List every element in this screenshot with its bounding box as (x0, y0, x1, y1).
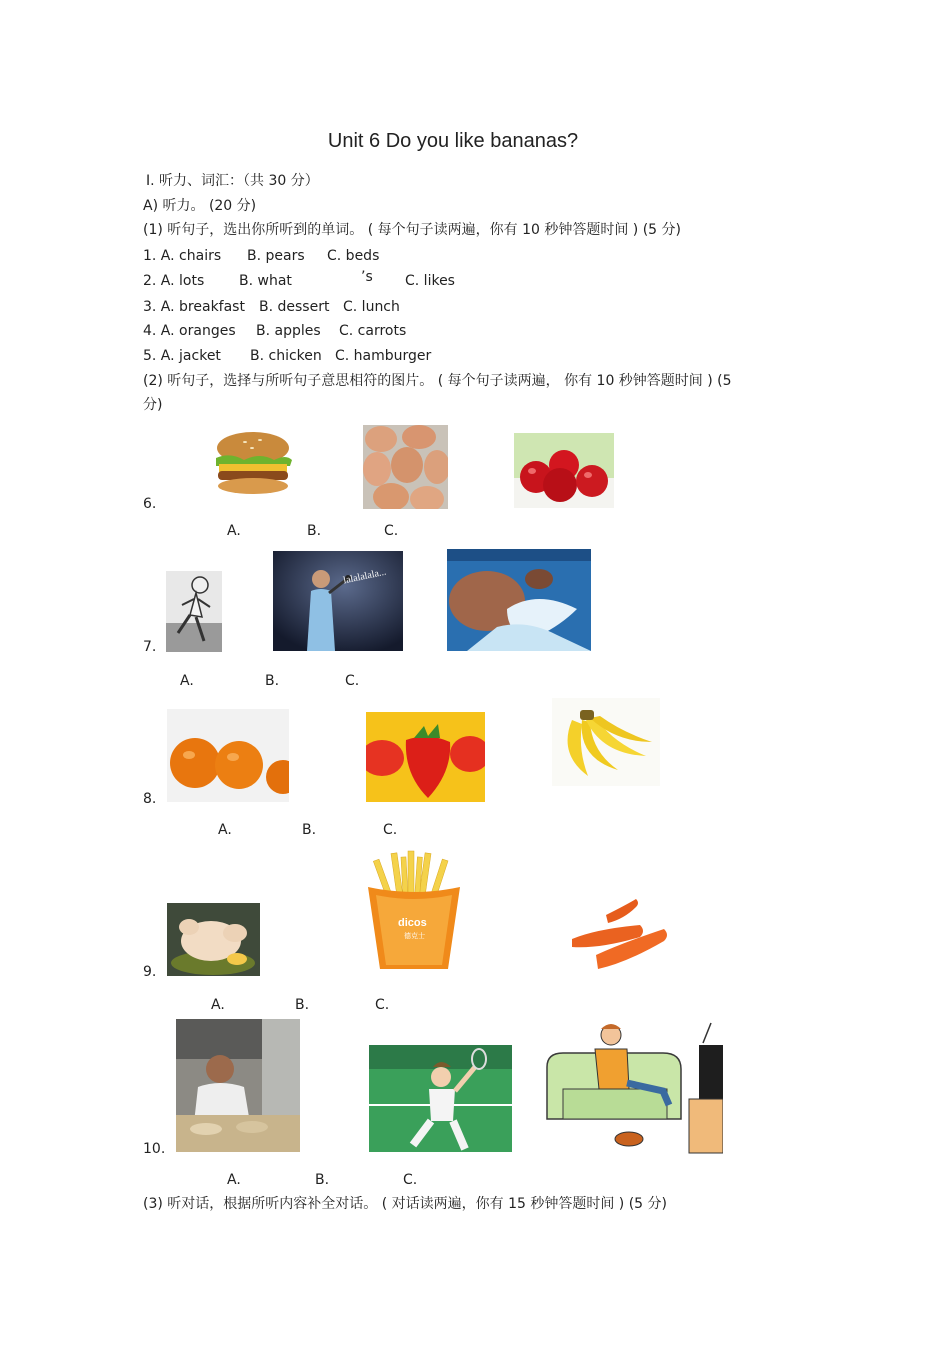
q1-item-5-b: B. chicken (250, 348, 322, 364)
running-cartoon-image (166, 571, 222, 652)
french-fries-image (362, 849, 466, 971)
q7-option-b: B. (265, 673, 280, 689)
singer-caption: lalalalala... (342, 566, 388, 587)
q10-number: 10. (143, 1141, 166, 1157)
q1-item-4-c: C. carrots (339, 323, 407, 339)
q1-item-2-b: B. what (239, 273, 292, 289)
section-heading: Ⅰ. 听力、词汇：（共 30 分） (146, 173, 319, 189)
q1-item-1-a: 1. A. chairs (143, 248, 222, 264)
q9-option-b: B. (295, 997, 310, 1013)
q1-item-2-c: C. likes (405, 273, 455, 289)
q1-item-2-a: 2. A. lots (143, 273, 205, 289)
part-a-heading: A) 听力。 (20 分) (143, 198, 257, 214)
carrots-image (566, 893, 672, 976)
q1-item-3-b: B. dessert (259, 299, 330, 315)
q6-option-a: A. (227, 523, 241, 539)
singer-image (273, 551, 403, 651)
strawberry-image (366, 712, 485, 802)
chicken-image (167, 903, 260, 976)
q8-option-b: B. (302, 822, 317, 838)
q1-item-5-c: C. hamburger (335, 348, 432, 364)
q6-option-b: B. (307, 523, 322, 539)
q1-item-4-b: B. apples (256, 323, 321, 339)
q1-item-2-apostrophe: ’s (361, 269, 373, 285)
q8-number: 8. (143, 791, 157, 807)
q1-item-5-a: 5. A. jacket (143, 348, 221, 364)
q6-option-c: C. (384, 523, 399, 539)
q2-instructions: (2) 听句子，选择与所听句子意思相符的图片。 ( 每个句子读两遍， 你有 10 秒钟答题时间 ) (5 (143, 373, 732, 389)
q1-item-4-a: 4. A. oranges (143, 323, 236, 339)
q7-number: 7. (143, 639, 157, 655)
hamburger-image (210, 428, 296, 496)
q7-option-c: C. (345, 673, 360, 689)
q6-number: 6. (143, 496, 157, 512)
q1-item-3-a: 3. A. breakfast (143, 299, 245, 315)
bananas-image (552, 698, 660, 786)
q9-number: 9. (143, 964, 157, 980)
eggs-image (363, 425, 448, 509)
q10-option-c: C. (403, 1172, 418, 1188)
watching-tv-image (543, 1019, 723, 1154)
oranges-image (167, 709, 289, 802)
q2-instructions-cont: 分) (143, 397, 163, 413)
q7-option-a: A. (180, 673, 194, 689)
page-title: Unit 6 Do you like bananas? (327, 130, 579, 152)
tennis-player-image (369, 1045, 512, 1152)
q8-option-a: A. (218, 822, 232, 838)
fries-brand: dicos (398, 917, 427, 929)
man-eating-image (176, 1019, 300, 1152)
swimmer-image (447, 549, 591, 651)
q1-item-3-c: C. lunch (343, 299, 400, 315)
q3-instructions: (3) 听对话，根据所听内容补全对话。 ( 对话读两遍，你有 15 秒钟答题时间 ) (5 分) (143, 1196, 668, 1212)
q1-item-1-b: B. pears (247, 248, 305, 264)
q10-option-b: B. (315, 1172, 330, 1188)
q9-option-c: C. (375, 997, 390, 1013)
q9-option-a: A. (211, 997, 225, 1013)
fries-brand-cn: 德克士 (404, 932, 425, 940)
q8-option-c: C. (383, 822, 398, 838)
q1-item-1-c: C. beds (327, 248, 380, 264)
q10-option-a: A. (227, 1172, 241, 1188)
q1-instructions: (1) 听句子，选出你所听到的单词。 ( 每个句子读两遍，你有 10 秒钟答题时间 ) (5 分) (143, 222, 682, 238)
apples-image (514, 433, 614, 508)
